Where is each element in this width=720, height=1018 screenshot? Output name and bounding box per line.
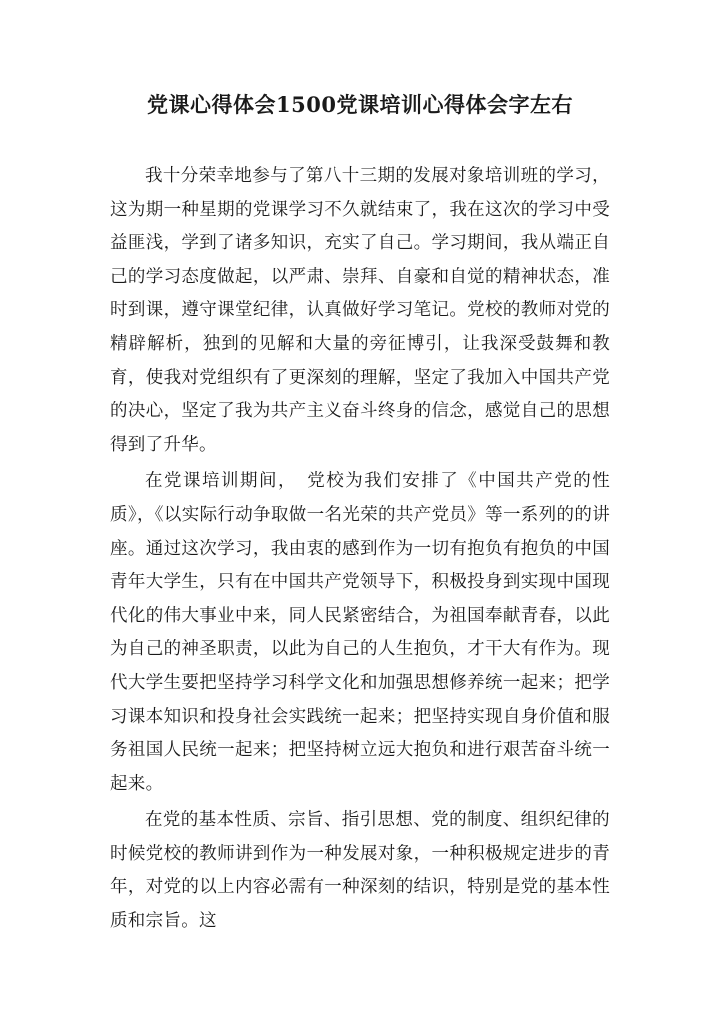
paragraph-2: 在党课培训期间， 党校为我们安排了《中国共产党的性质》，《以实际行动争取做一名光荣的共产党员》等一系列的的讲座。通过这次学习，我由衷的感到作为一切有抱负有抱负的中国青年大学生，只有在中国共产党领导下，积极投身到实现中国现代化的伟大事业中来，同人民紧密结合，为祖国奉献青春，以此为自己的神圣职责，以此为自己的人生抱负，才干大有作为。现代大学生要把坚持学习科学文化和加强思想修养统一起来；把学习课本知识和投身社会实践统一起来；把坚持实现自身价值和服务祖国人民统一起来；把坚持树立远大抱负和进行艰苦奋斗统一起来。 bbox=[110, 471, 610, 794]
paragraph-1: 我十分荣幸地参与了第八十三期的发展对象培训班的学习，这为期一种星期的党课学习不久就结束了，我在这次的学习中受益匪浅，学到了诸多知识，充实了自己。学习期间，我从端正自己的学习态度做起，以严肃、崇拜、自豪和自觉的精神状态，准时到课，遵守课堂纪律，认真做好学习笔记。党校的教师对党的精辟解析，独到的见解和大量的旁征博引，让我深受鼓舞和教育，使我对党组织有了更深刻的理解，坚定了我加入中国共产党的决心，坚定了我为共产主义奋斗终身的信念，感觉自己的思想得到了升华。 bbox=[110, 166, 610, 455]
document-title: 党课心得体会1500党课培训心得体会字左右 bbox=[147, 92, 573, 117]
paragraph-3: 在党的基本性质、宗旨、指引思想、党的制度、组织纪律的时候党校的教师讲到作为一种发展对象，一种积极规定进步的青年，对党的以上内容必需有一种深刻的结识，特别是党的基本性质和宗旨。这 bbox=[110, 810, 610, 932]
